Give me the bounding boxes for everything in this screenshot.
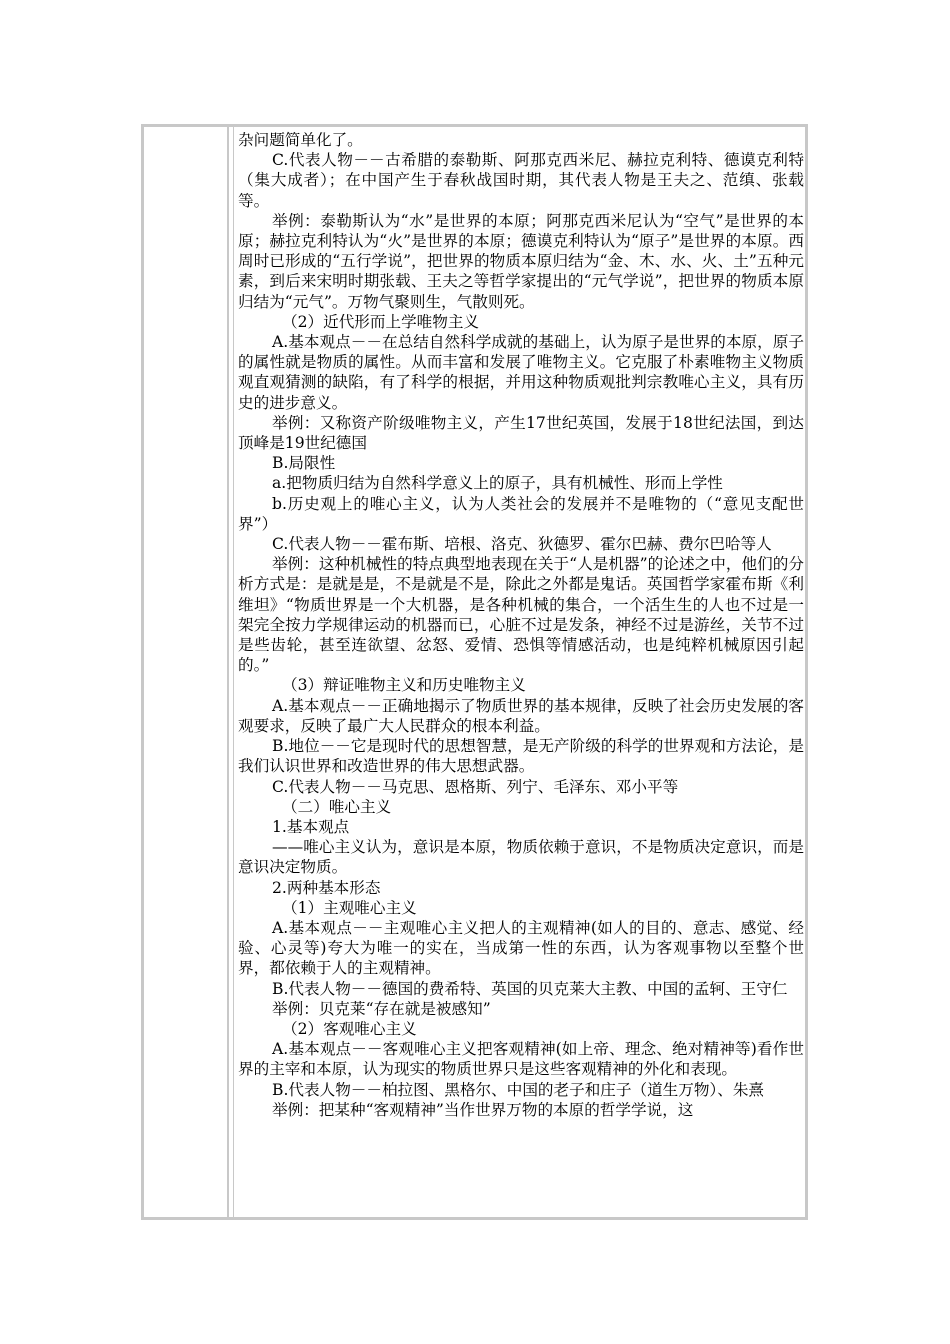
paragraph: 举例：又称资产阶级唯物主义，产生17世纪英国，发展于18世纪法国，到达顶峰是19世纪德国 [238,413,804,453]
paragraph: A.基本观点－－在总结自然科学成就的基础上，认为原子是世界的本原，原子的属性就是物质的属性。从而丰富和发展了唯物主义。它克服了朴素唯物主义物质观直观猜测的缺陷，有了科学的根据，并用这种物质观批判宗教唯心主义，具有历史的进步意义。 [238,333,804,412]
paragraph: C.代表人物－－马克思、恩格斯、列宁、毛泽东、邓小平等 [272,777,679,796]
paragraph: B.代表人物－－德国的费希特、英国的贝克莱大主教、中国的孟轲、王守仁 [272,979,788,998]
paragraph: B.局限性 [272,454,336,473]
paragraph: 2.两种基本形态 [272,878,381,897]
document-body [234,130,804,1120]
paragraph: 举例：把某种“客观精神”当作世界万物的本原的哲学学说，这 [272,1100,694,1119]
paragraph: （2）客观唯心主义 [282,1019,417,1038]
table-content-cell [233,127,804,1217]
paragraph: （二）唯心主义 [282,797,392,816]
paragraph: C.代表人物－－霍布斯、培根、洛克、狄德罗、霍尔巴赫、费尔巴哈等人 [272,535,772,554]
paragraph: A.基本观点－－正确地揭示了物质世界的基本规律，反映了社会历史发展的客观要求，反映了最广大人民群众的根本利益。 [238,696,804,735]
paragraph: 举例：泰勒斯认为“水”是世界的本原；阿那克西米尼认为“空气”是世界的本原；赫拉克利特认为“火”是世界的本原；德谟克利特认为“原子”是世界的本原。西周时已形成的“五行学说”，把世界的物质本原归结为“金、木、水、火、土”五种元素，到后来宋明时期张载、王夫之等哲学家提出的“元气学说”，把世界的物质本原归结为“元气”。万物气聚则生，气散则死。 [238,211,804,311]
paragraph: a.把物质归结为自然科学意义上的原子，具有机械性、形而上学性 [272,474,723,493]
paragraph: （3）辩证唯物主义和历史唯物主义 [282,676,526,695]
table-left-cell [144,127,229,1217]
paragraph: （1）主观唯心主义 [282,898,417,917]
paragraph: 1.基本观点 [272,817,350,836]
paragraph: 举例：这种机械性的特点典型地表现在关于“人是机器”的论述之中，他们的分析方式是：是就是是，不是就是不是，除此之外都是鬼话。英国哲学家霍布斯《利维坦》“物质世界是一个大机器，是各种机械的集合，一个活生生的人也不过是一架完全按力学规律运动的机器而已，心脏不过是发条，神经不过是游丝，关节不过是些齿轮，甚至连欲望、忿怒、爱情、恐惧等情感活动，也是纯粹机械原因引起的。” [238,555,804,675]
paragraph: b.历史观上的唯心主义，认为人类社会的发展并不是唯物的（“意见支配世界”） [238,494,804,533]
paragraph: B.地位－－它是现时代的思想智慧，是无产阶级的科学的世界观和方法论，是我们认识世界和改造世界的伟大思想武器。 [238,737,804,776]
paragraph: （2）近代形而上学唯物主义 [282,312,480,331]
paragraph: 举例：贝克莱“存在就是被感知” [272,999,491,1018]
paragraph: A.基本观点－－主观唯心主义把人的主观精神(如人的目的、意志、感觉、经验、心灵等)夸大为唯一的实在，当成第一性的东西，认为客观事物以至整个世界，都依赖于人的主观精神。 [238,918,804,978]
paragraph: A.基本观点－－客观唯心主义把客观精神(如上帝、理念、绝对精神等)看作世界的主宰和本原，认为现实的物质世界只是这些客观精神的外化和表现。 [238,1040,804,1079]
paragraph: 杂问题简单化了。 [238,131,363,149]
document-table [141,124,808,1220]
paragraph: B.代表人物－－柏拉图、黑格尔、中国的老子和庄子（道生万物）、朱熹 [272,1080,765,1099]
paragraph: ——唯心主义认为，意识是本原，物质依赖于意识，不是物质决定意识，而是意识决定物质。 [238,838,804,877]
paragraph: C.代表人物－－古希腊的泰勒斯、阿那克西米尼、赫拉克利特、德谟克利特（集大成者）；在中国产生于春秋战国时期，其代表人物是王夫之、范缜、张载等。 [238,151,804,210]
